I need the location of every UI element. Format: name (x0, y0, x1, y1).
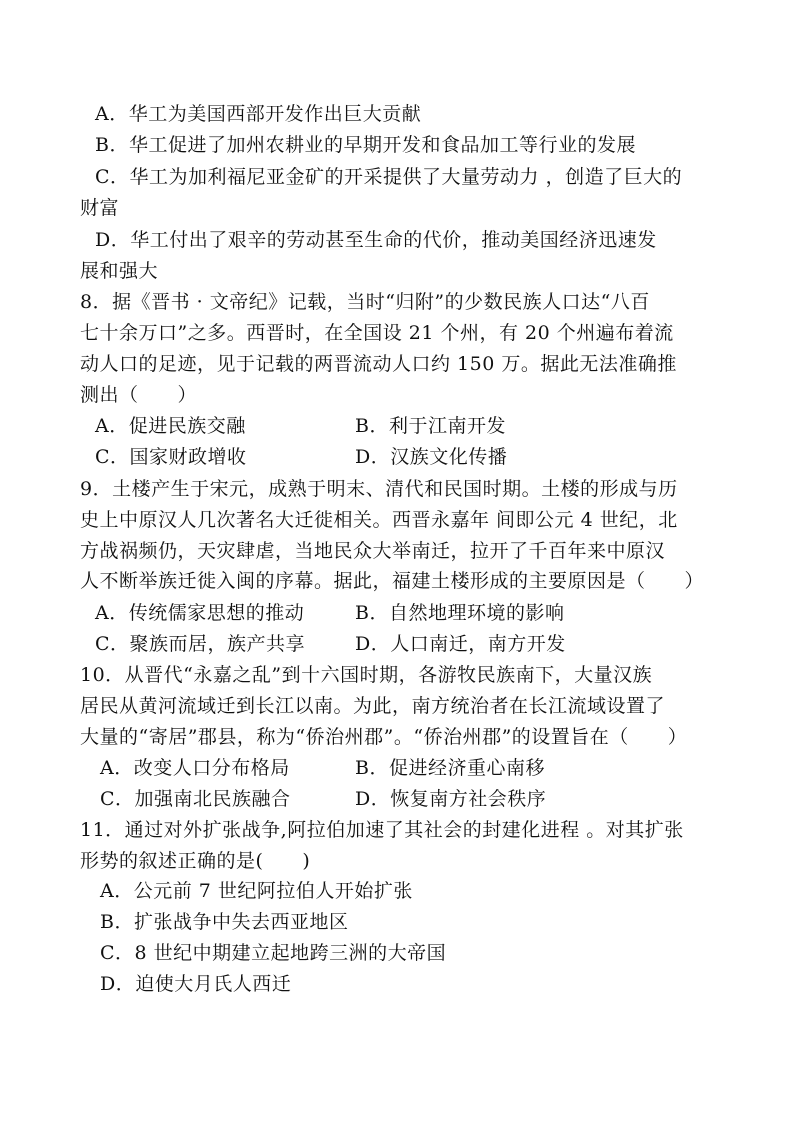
q10-option-a: A．改变人口分布格局 (100, 757, 290, 779)
q8-option-b: B．利于江南开发 (355, 415, 506, 437)
q11-option-b: B．扩张战争中失去西亚地区 (100, 911, 349, 933)
q8-option-c: C．国家财政增收 (95, 446, 247, 468)
q9-stem-line2: 史上中原汉人几次著名大迁徙相关。西晋永嘉年 间即公元 4 世纪，北 (80, 509, 678, 531)
q8-stem-line1: 8．据《晋书 · 文帝纪》记载，当时“归附”的少数民族人口达“八百 (80, 291, 650, 313)
q10-stem-line3: 大量的“寄居”郡县，称为“侨治州郡”。“侨治州郡”的设置旨在（ ） (80, 726, 688, 748)
q8-stem-line2: 七十余万口”之多。西晋时，在全国设 21 个州，有 20 个州遍布着流 (80, 322, 674, 344)
q7-option-d-line1: D．华工付出了艰辛的劳动甚至生命的代价，推动美国经济迅速发 (95, 229, 657, 251)
q9-option-c: C．聚族而居，族产共享 (95, 633, 306, 655)
q11-option-a: A．公元前 7 世纪阿拉伯人开始扩张 (100, 880, 413, 902)
q9-option-d: D．人口南迁，南方开发 (355, 633, 566, 655)
q10-stem-line1: 10．从晋代“永嘉之乱”到十六国时期，各游牧民族南下，大量汉族 (80, 664, 653, 686)
q9-option-a: A．传统儒家思想的推动 (95, 602, 305, 624)
q10-option-c: C．加强南北民族融合 (100, 788, 291, 810)
q11-option-d: D．迫使大月氏人西迁 (100, 973, 292, 995)
q9-option-b: B．自然地理环境的影响 (355, 602, 565, 624)
q10-option-b: B．促进经济重心南移 (355, 757, 545, 779)
q10-option-d: D．恢复南方社会秩序 (355, 788, 547, 810)
q11-stem-line2: 形势的叙述正确的是( ) (80, 850, 311, 872)
q11-stem-line1: 11．通过对外扩张战争,阿拉伯加速了其社会的封建化进程 。对其扩张 (80, 819, 684, 841)
q8-stem-line3: 动人口的足迹，见于记载的两晋流动人口约 150 万。据此无法准确推 (80, 353, 677, 375)
q7-option-d-line2: 展和强大 (80, 260, 159, 282)
q11-option-c: C．8 世纪中期建立起地跨三洲的大帝国 (100, 942, 447, 964)
q9-stem-line3: 方战祸频仍，天灾肆虐，当地民众大举南迁，拉开了千百年来中原汉 (80, 540, 666, 562)
q9-stem-line4: 人不断举族迁徙入闽的序幕。据此，福建土楼形成的主要原因是（ ） (80, 570, 705, 592)
q8-option-d: D．汉族文化传播 (355, 446, 508, 468)
q10-stem-line2: 居民从黄河流域迁到长江以南。为此，南方统治者在长江流域设置了 (80, 695, 666, 717)
q7-option-c-line2: 财富 (80, 197, 120, 219)
q9-stem-line1: 9．土楼产生于宋元，成熟于明末、清代和民国时期。土楼的形成与历 (80, 478, 678, 500)
q7-option-a: A．华工为美国西部开发作出巨大贡献 (95, 103, 422, 125)
q8-stem-line4: 测出（ ） (80, 384, 198, 406)
q7-option-b: B．华工促进了加州农耕业的早期开发和食品加工等行业的发展 (95, 134, 636, 156)
q7-option-c-line1: C．华工为加利福尼亚金矿的开采提供了大量劳动力 ，创造了巨大的 (95, 166, 683, 188)
q8-option-a: A．促进民族交融 (95, 415, 246, 437)
